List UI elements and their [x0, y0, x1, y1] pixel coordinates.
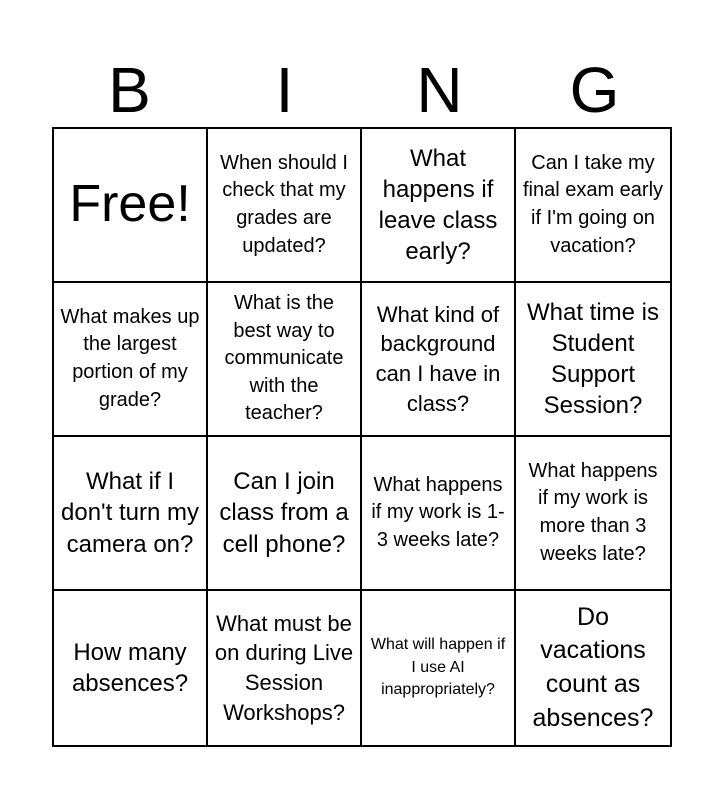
header-letter-i: I	[275, 54, 294, 126]
bingo-header	[52, 52, 672, 128]
bingo-cell-text: When should I check that my grades are updated?	[220, 151, 348, 257]
bingo-cell-text: What happens if leave class early?	[378, 144, 498, 266]
header-letter-b: B	[108, 54, 151, 126]
bingo-cell[interactable]	[516, 129, 670, 283]
header-letter-n: N	[416, 54, 463, 126]
bingo-cell-text: How many absences?	[71, 638, 189, 697]
bingo-card-grid	[52, 127, 672, 747]
bingo-cell-text: What kind of background can I have in class?	[375, 301, 501, 416]
bingo-cell-text: What makes up the largest portion of my grade?	[60, 305, 200, 411]
bingo-cell[interactable]	[54, 283, 208, 437]
bingo-cell[interactable]	[516, 591, 670, 745]
bingo-cell[interactable]	[54, 437, 208, 591]
bingo-cell[interactable]	[362, 437, 516, 591]
bingo-cell[interactable]	[208, 437, 362, 591]
bingo-cell[interactable]	[54, 591, 208, 745]
bingo-cell[interactable]	[516, 283, 670, 437]
bingo-cell[interactable]	[362, 591, 516, 745]
bingo-cell-text: Can I take my final exam early if I'm going on vacation?	[522, 151, 664, 257]
bingo-cell-text: What happens if my work is 1-3 weeks late?	[371, 473, 505, 551]
bingo-cell[interactable]	[208, 129, 362, 283]
bingo-cell-text: What happens if my work is more than 3 weeks late?	[528, 459, 658, 565]
bingo-cell-text: What is the best way to communicate with the teacher?	[224, 292, 344, 425]
bingo-cell-text: Free!	[69, 175, 191, 234]
bingo-cell-text: What will happen if I use AI inappropriately?	[370, 636, 506, 699]
bingo-cell-text: Can I join class from a cell phone?	[219, 468, 349, 558]
bingo-cell[interactable]	[516, 437, 670, 591]
bingo-cell[interactable]	[362, 283, 516, 437]
bingo-cell-free-space[interactable]	[54, 129, 208, 283]
bingo-cell[interactable]	[362, 129, 516, 283]
bingo-cell-text: Do vacations count as absences?	[532, 602, 654, 732]
bingo-cell[interactable]	[208, 591, 362, 745]
bingo-cell-text: What if I don't turn my camera on?	[61, 468, 199, 558]
bingo-cell-text: What must be on during Live Session Workshops?	[214, 610, 354, 725]
bingo-cell[interactable]	[208, 283, 362, 437]
bingo-cell-text: What time is Student Support Session?	[526, 298, 660, 420]
header-letter-g: G	[569, 54, 620, 126]
